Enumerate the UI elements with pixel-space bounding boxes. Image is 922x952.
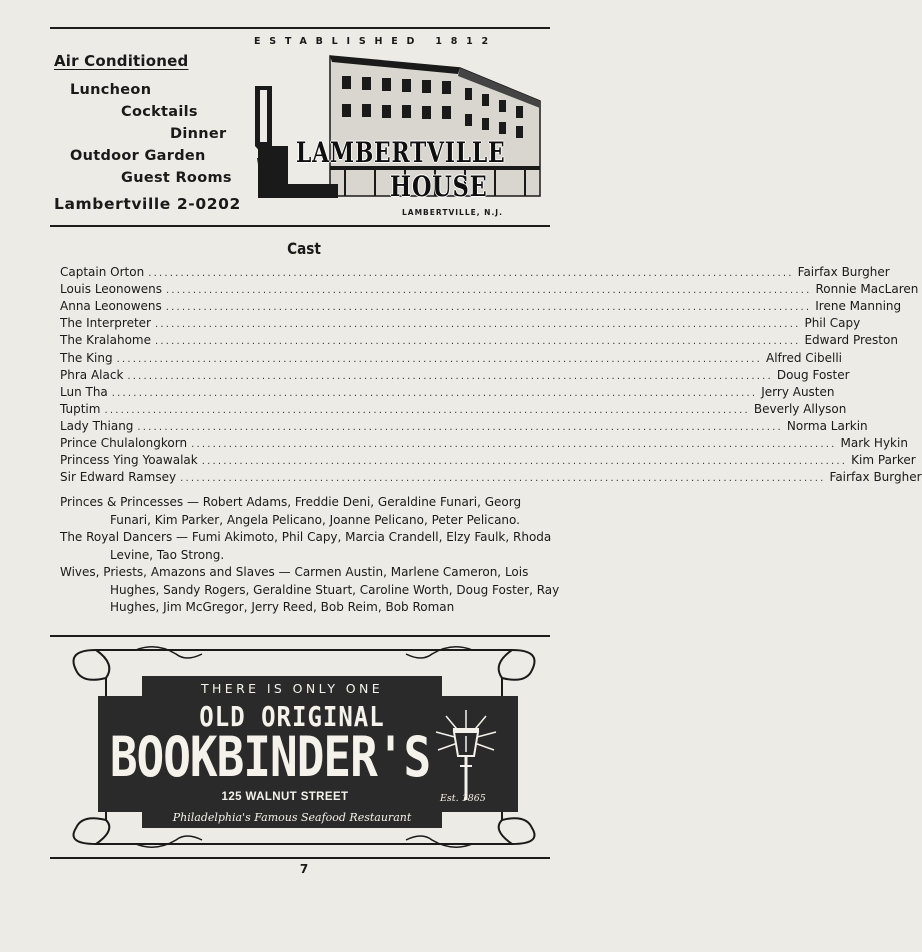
cast-row	[60, 281, 919, 298]
cast-row	[60, 401, 847, 418]
cast-role: Lun Tha	[60, 384, 108, 399]
cast-actor: Kim Parker	[851, 453, 916, 468]
leader-dots: ........................................................................................................................	[155, 319, 801, 331]
leader-dots: ........................................................................................................................	[127, 370, 773, 382]
cast-title: Cast	[287, 239, 321, 258]
cast-actor: Phil Capy	[804, 316, 861, 331]
leader-dots: ........................................................................................................................	[201, 456, 848, 468]
cast-groups	[60, 494, 560, 617]
cast-role: Tuptim	[60, 401, 101, 416]
group-princes-princesses: Princes & Princesses — Robert Adams, Freddie Deni, Geraldine Funari, Georg Funari, Kim Parker, Angela Pelicano, Joanne Pelicano, Peter Pelicano.	[60, 495, 522, 527]
bottom-rule	[50, 857, 550, 859]
cast-row	[60, 418, 868, 435]
ad-established: Est. 1865	[440, 793, 486, 804]
service-cocktails: Cocktails	[121, 104, 198, 120]
ad-old-original: OLD ORIGINAL	[199, 700, 385, 734]
leader-dots: ........................................................................................................................	[104, 404, 750, 416]
leader-dots: ........................................................................................................................	[165, 302, 812, 314]
ad-bookbinders-name: BOOKBINDER'S	[109, 724, 431, 790]
service-outdoor-garden: Outdoor Garden	[70, 148, 206, 164]
cast-actor: Beverly Allyson	[753, 401, 847, 416]
cast-row	[60, 452, 916, 469]
air-conditioned-heading: Air Conditioned	[54, 52, 189, 70]
group-wives-priests: Wives, Priests, Amazons and Slaves — Carmen Austin, Marlene Cameron, Lois Hughes, Sandy Rogers, Geraldine Stuart, Caroline Worth, Doug Foster, Ray Hughes, Jim McGregor, Jerry Reed, Bob Reim, Bob Roman	[60, 565, 560, 614]
cast-row	[60, 264, 890, 281]
cast-role: Lady Thiang	[60, 418, 134, 433]
top-rule	[50, 27, 550, 29]
cast-role: Princess Ying Yoawalak	[60, 453, 198, 468]
cast-role: Phra Alack	[60, 367, 124, 382]
cast-actor: Fairfax Burgher	[829, 470, 922, 485]
cast-row	[60, 367, 850, 384]
cast-row	[60, 384, 835, 401]
cast-actor: Norma Larkin	[786, 418, 868, 433]
cast-role: The King	[60, 350, 113, 365]
cast-role: Captain Orton	[60, 265, 145, 280]
cast-role: Anna Leonowens	[60, 299, 162, 314]
leader-dots: ........................................................................................................................	[111, 387, 758, 399]
service-guest-rooms: Guest Rooms	[121, 170, 232, 186]
hotel-name-line2: HOUSE	[390, 170, 488, 203]
cast-actor: Irene Manning	[815, 299, 902, 314]
cast-actor: Doug Foster	[776, 367, 850, 382]
ad-address: 125 WALNUT STREET	[221, 791, 349, 803]
page-number: 7	[299, 862, 309, 876]
ad-top-rule	[50, 635, 550, 637]
cast-role: The Interpreter	[60, 316, 151, 331]
cast-actor: Ronnie MacLaren	[815, 282, 919, 297]
leader-dots: ........................................................................................................................	[137, 421, 783, 433]
cast-actor: Jerry Austen	[761, 384, 835, 399]
leader-dots: ........................................................................................................................	[166, 285, 812, 297]
cast-role: Sir Edward Ramsey	[60, 470, 177, 485]
cast-top-rule	[50, 225, 550, 227]
service-luncheon: Luncheon	[70, 82, 152, 98]
group-royal-dancers: The Royal Dancers — Fumi Akimoto, Phil Capy, Marcia Crandell, Elzy Faulk, Rhoda Levine, Tao Strong.	[60, 530, 552, 562]
leader-dots: ........................................................................................................................	[180, 473, 826, 485]
cast-role: Louis Leonowens	[60, 282, 163, 297]
leader-dots: ........................................................................................................................	[155, 336, 801, 348]
cast-role: The Kralahome	[60, 333, 151, 348]
cast-list	[60, 264, 922, 486]
cast-role: Prince Chulalongkorn	[60, 436, 188, 451]
cast-row	[60, 298, 902, 315]
cast-row	[60, 349, 842, 366]
leader-dots: ........................................................................................................................	[148, 268, 794, 280]
cast-actor: Fairfax Burgher	[797, 265, 890, 280]
cast-row	[60, 315, 861, 332]
phone-number: Lambertville 2-0202	[54, 195, 241, 213]
leader-dots: ........................................................................................................................	[116, 353, 763, 365]
ad-slogan: Philadelphia's Famous Seafood Restaurant	[172, 811, 412, 824]
hotel-location: LAMBERTVILLE, N.J.	[402, 208, 503, 217]
leader-dots: ........................................................................................................................	[191, 439, 837, 451]
cast-row	[60, 435, 908, 452]
service-dinner: Dinner	[170, 126, 227, 142]
cast-actor: Mark Hykin	[840, 436, 908, 451]
hotel-name-line1: LAMBERTVILLE	[296, 136, 506, 169]
cast-actor: Alfred Cibelli	[766, 350, 842, 365]
cast-row	[60, 332, 898, 349]
cast-actor: Edward Preston	[804, 333, 898, 348]
cast-row	[60, 469, 922, 486]
ad-tagline: THERE IS ONLY ONE	[200, 681, 384, 696]
established-1812: ESTABLISHED 1812	[254, 36, 497, 47]
